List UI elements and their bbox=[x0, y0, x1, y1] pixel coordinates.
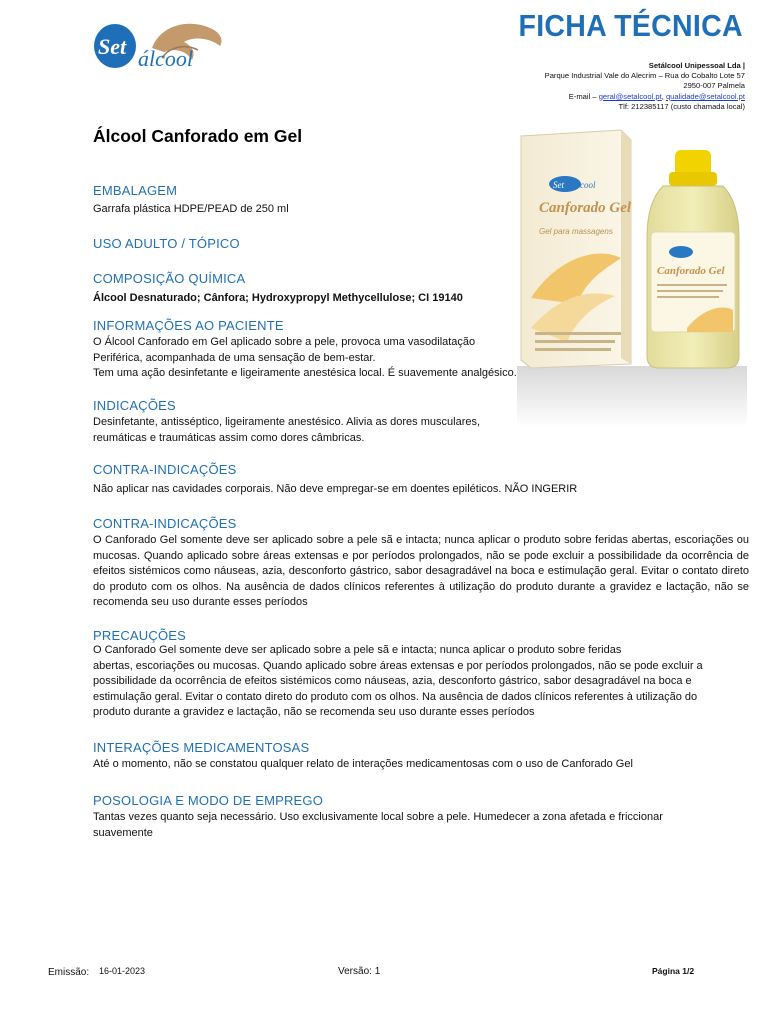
informacoes-line1: O Álcool Canforado em Gel aplicado sobre a pele, provoca uma vasodilatação bbox=[93, 336, 476, 348]
section-title-composicao: COMPOSIÇÃO QUÍMICA bbox=[93, 271, 246, 286]
document-title: FICHA TÉCNICA bbox=[518, 8, 743, 43]
bottle-product-label: Canforado Gel bbox=[657, 265, 725, 277]
email-link-qualidade[interactable]: qualidade@setalcool.pt bbox=[665, 91, 745, 101]
section-title-precaucoes: PRECAUÇÕES bbox=[93, 628, 187, 643]
section-title-embalagem: EMBALAGEM bbox=[93, 183, 178, 198]
section-title-indicacoes: INDICAÇÕES bbox=[93, 398, 176, 413]
section-title-contra-indicacoes-1: CONTRA-INDICAÇÕES bbox=[93, 462, 237, 477]
informacoes-line2: Periférica, acompanhada de uma sensação de bem-estar. bbox=[93, 351, 376, 364]
precaucoes-line2: abertas, escoriações ou mucosas. Quando aplicado sobre áreas extensas e por períodos prolongados, não se pode excluir a bbox=[93, 659, 703, 672]
precaucoes-text bbox=[93, 643, 703, 721]
contra-indicacoes-2-text: O Canforado Gel somente deve ser aplicado sobre a pele sã e intacta; nunca aplicar o produto sobre feridas abertas, escoriações ou mucosas. Quando aplicado sobre áreas extensas e por períodos prolongados, não se pode excluir a possibilidade da ocorrência de efeitos sistémicos como náuseas, azia, desconforto gástrico, sabor desagradável na boca e estimulação geral. Evitar o contato direto do produto com os olhos. Na ausência de dados clínicos referentes à utilização do produto durante a gravidez e lactação, não se recomenda seu uso durante esses períodos bbox=[93, 534, 749, 608]
contra-indicacoes-1-text: Não aplicar nas cavidades corporais. Não deve empregar-se em doentes epiléticos. NÃO INGERIR bbox=[93, 483, 578, 495]
email-separator: , bbox=[661, 91, 666, 101]
box-product-sublabel: Gel para massagens bbox=[539, 227, 613, 236]
box-product-label: Canforado Gel bbox=[539, 200, 632, 216]
posologia-line1: Tantas vezes quanto seja necessário. Uso exclusivamente local sobre a pele. Humedecer a zona afetada e friccionar bbox=[93, 811, 663, 823]
company-logo bbox=[92, 18, 232, 80]
svg-text:Set: Set bbox=[98, 34, 127, 59]
svg-text:álcool: álcool bbox=[573, 180, 596, 190]
section-title-informacoes: INFORMAÇÕES AO PACIENTE bbox=[93, 318, 284, 333]
posologia-text bbox=[93, 810, 663, 841]
section-title-interacoes: INTERAÇÕES MEDICAMENTOSAS bbox=[93, 740, 310, 755]
posologia-line2: suavemente bbox=[93, 826, 153, 839]
company-address-line1: Parque Industrial Vale do Alecrim – Rua do Cobalto Lote 57 bbox=[544, 71, 745, 81]
footer-versao: Versão: 1 bbox=[338, 966, 381, 977]
svg-text:álcool: álcool bbox=[138, 46, 193, 71]
svg-text:Set: Set bbox=[553, 180, 564, 190]
precaucoes-line3: possibilidade da ocorrência de efeitos sistémicos como náuseas, azia, desconforto gástrico, sabor desagradável na boca e bbox=[93, 675, 692, 687]
indicacoes-line1: Desinfetante, antisséptico, ligeiramente anestésico. Alivia as dores musculares, bbox=[93, 416, 481, 428]
company-email-line bbox=[545, 92, 745, 102]
company-info bbox=[545, 61, 745, 112]
product-photo bbox=[517, 128, 747, 428]
footer-emissao-date: 16-01-2023 bbox=[99, 966, 146, 976]
indicacoes-text bbox=[93, 415, 480, 446]
composicao-text: Álcool Desnaturado; Cânfora; Hydroxypropyl Methycellulose; CI 19140 bbox=[93, 292, 463, 304]
email-prefix: E-mail – bbox=[568, 91, 599, 101]
company-phone: Tlf: 212385117 (custo chamada local) bbox=[618, 101, 745, 111]
section-title-posologia: POSOLOGIA E MODO DE EMPREGO bbox=[93, 793, 324, 808]
precaucoes-line5: produto durante a gravidez e lactação, não se recomenda seu uso durante esses períodos bbox=[93, 706, 535, 718]
informacoes-line3: Tem uma ação desinfetante e ligeiramente anestésica local. É suavemente analgésico. bbox=[93, 367, 517, 379]
footer-emissao-label: Emissão: bbox=[48, 967, 90, 978]
indicacoes-line2: reumáticas e traumáticas assim como dores câmbricas. bbox=[93, 431, 365, 444]
email-link-geral[interactable]: geral@setalcool.pt bbox=[598, 91, 662, 101]
precaucoes-line1: O Canforado Gel somente deve ser aplicado sobre a pele sã e intacta; nunca aplicar o produto sobre feridas bbox=[93, 644, 622, 656]
informacoes-text bbox=[93, 335, 517, 382]
company-address-line2: 2950-007 Palmela bbox=[683, 81, 745, 91]
embalagem-text: Garrafa plástica HDPE/PEAD de 250 ml bbox=[93, 203, 289, 215]
section-title-contra-indicacoes-2: CONTRA-INDICAÇÕES bbox=[93, 516, 237, 531]
product-title: Álcool Canforado em Gel bbox=[93, 126, 303, 146]
interacoes-text: Até o momento, não se constatou qualquer relato de interações medicamentosas com o uso de Canforado Gel bbox=[93, 758, 633, 770]
footer-pagina: Página 1/2 bbox=[652, 966, 695, 976]
company-name: Setálcool Unipessoal Lda | bbox=[648, 61, 745, 70]
section-title-uso: USO ADULTO / TÓPICO bbox=[93, 236, 240, 251]
precaucoes-line4: estimulação geral. Evitar o contato direto do produto com os olhos. Na ausência de dados clínicos referentes à utilização do bbox=[93, 690, 698, 703]
